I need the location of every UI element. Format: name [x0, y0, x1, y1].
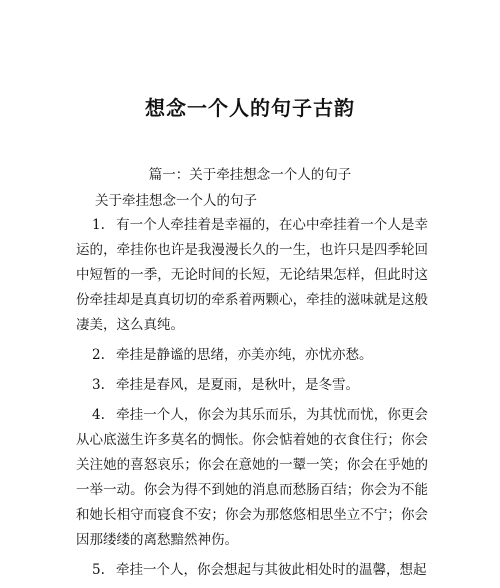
- paragraph-1: [76, 213, 428, 338]
- paragraph-text: 有一个人牵挂着是幸福的，在心中牵挂着一个人是幸运的，牵挂你也许是我漫漫长久的一生，也许只是四季轮回中短暂的一季，无论时间的长短，无论结果怎样，但此时这份牵挂却是真真切切的牵系着两颗心，牵挂的滋味就是这般凄美，这么真纯。: [76, 217, 428, 333]
- paragraph-text: 牵挂一个人，你会想起与其彼此相处时的温馨，想起: [116, 562, 427, 578]
- paragraph-number: 2.: [92, 347, 105, 363]
- document-body: [76, 213, 428, 588]
- paragraph-text: 牵挂一个人，你会为其乐而乐，为其忧而忧，你更会从心底滋生许多莫名的惆怅。你会惦着她的衣食住行；你会关注她的喜怒哀乐；你会在意她的一颦一笑；你会在乎她的一举一动。你会为得不到她的消息而愁肠百结；你会为不能和她长相守而寝食不安；你会为那悠悠相思坐立不宁；你会因那缕缕的离愁黯然神伤。: [76, 407, 428, 548]
- paragraph-text: 牵挂是春风，是夏雨，是秋叶，是冬雪。: [116, 377, 359, 393]
- paragraph-number: 3.: [92, 377, 105, 393]
- paragraph-3: [76, 373, 428, 398]
- paragraph-text: 牵挂是静谧的思绪，亦美亦纯，亦忧亦愁。: [116, 347, 373, 363]
- paragraph-number: 4.: [92, 407, 105, 423]
- sub-heading: 关于牵挂想念一个人的句子: [95, 193, 257, 209]
- paragraph-4: [76, 403, 428, 553]
- paragraph-number: 1.: [92, 217, 105, 233]
- paragraph-number: 5.: [92, 562, 105, 578]
- section-heading: 篇一：关于牵挂想念一个人的句子: [148, 167, 352, 183]
- paragraph-5: [76, 558, 428, 583]
- document-title: 想念一个人的句子古韵: [145, 96, 355, 120]
- paragraph-2: [76, 343, 428, 368]
